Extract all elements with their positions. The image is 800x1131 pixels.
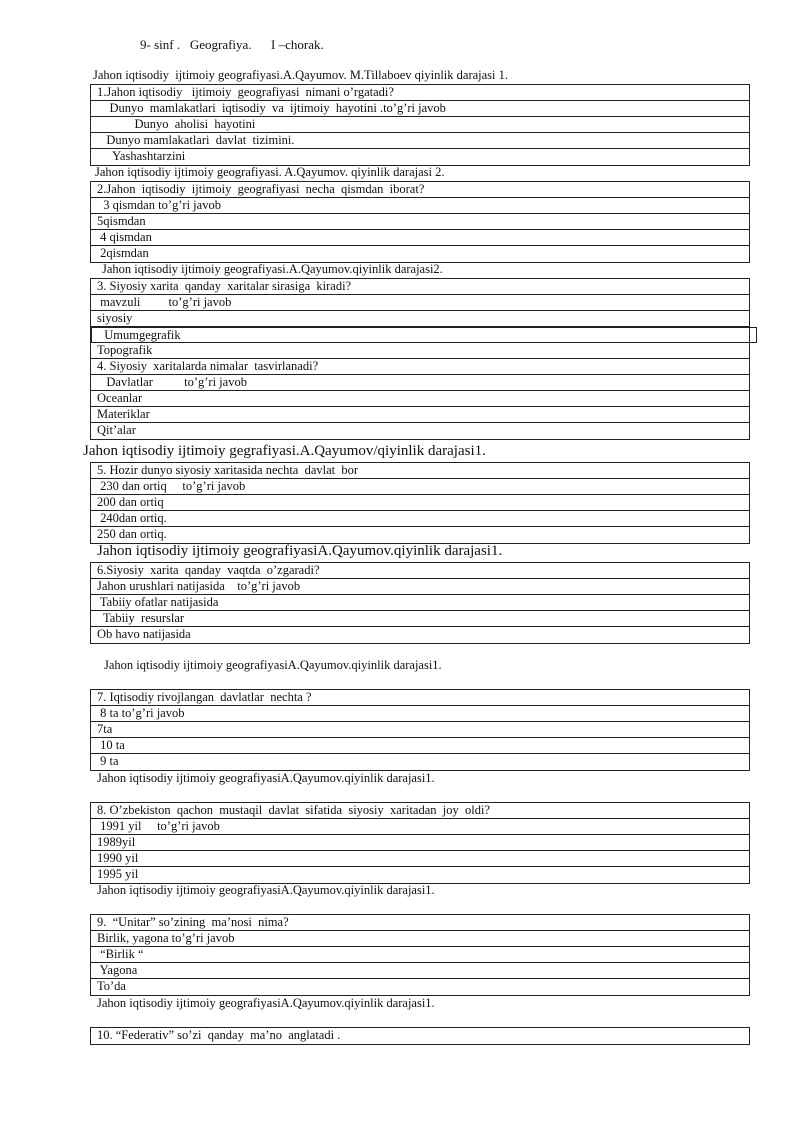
answer-row: 10 ta [91,738,749,754]
answer-row: Ob havo natijasida [97,627,191,641]
source-line: Jahon iqtisodiy ijtimoiy geografiyasi.A.Qayumov. M.Tillaboev qiyinlik darajasi 1. [93,68,509,82]
question-table [90,278,750,440]
answer-row: 230 dan ortiq to’g’ri javob [91,479,749,495]
question-row: 6.Siyosiy xarita qanday vaqtda o’zgaradi? [91,563,749,579]
answer-row: 240dan ortiq. [91,511,749,527]
answer-row: Tabiiy resurslar [91,611,749,627]
question-table [90,689,750,771]
answer-row: Jahon urushlari natijasida to’g’ri javob [91,579,749,595]
question-row: 10. “Federativ” so’zi qanday ma’no anglatadi . [97,1028,341,1042]
answer-row: 200 dan ortiq [91,495,749,511]
question-row: 5. Hozir dunyo siyosiy xaritasida nechta davlat bor [91,463,749,479]
source-line: Jahon iqtisodiy ijtimoiy gegrafiyasi.A.Qayumov/qiyinlik darajasi1. [83,443,486,459]
question-table [90,1027,750,1045]
question-table [90,802,750,884]
question-row: 8. O’zbekiston qachon mustaqil davlat sifatida siyosiy xaritadan joy oldi? [91,803,749,819]
answer-row: 4 qismdan [91,230,749,246]
answer-row: “Birlik “ [91,947,749,963]
question-row: 3. Siyosiy xarita qanday xaritalar sirasiga kiradi? [91,279,749,295]
answer-row: siyosiy [91,311,749,327]
answer-row: Oceanlar [91,391,749,407]
source-line: Jahon iqtisodiy ijtimoiy geografiyasiA.Qayumov.qiyinlik darajasi1. [97,543,503,559]
answer-row: 5qismdan [91,214,749,230]
answer-row: Umumgegrafik [91,327,757,343]
answer-row: 1990 yil [91,851,749,867]
source-line: Jahon iqtisodiy ijtimoiy geografiyasi. A.Qayumov. qiyinlik darajasi 2. [95,165,445,179]
question-row: 7. Iqtisodiy rivojlangan davlatlar nechta ? [91,690,749,706]
question-row: 1.Jahon iqtisodiy ijtimoiy geografiyasi nimani o’rgatadi? [91,85,749,101]
source-line: Jahon iqtisodiy ijtimoiy geografiyasiA.Qayumov.qiyinlik darajasi1. [97,771,435,785]
answer-row: To’da [97,979,126,993]
answer-row: 2qismdan [97,246,149,260]
answer-row: 9 ta [97,754,119,768]
answer-row: Dunyo mamlakatlari iqtisodiy va ijtimoiy hayotini .to’g’ri javob [91,101,749,117]
source-line: Jahon iqtisodiy ijtimoiy geografiyasi.A.Qayumov.qiyinlik darajasi2. [102,262,443,276]
answer-row: mavzuli to’g’ri javob [91,295,749,311]
source-line: Jahon iqtisodiy ijtimoiy geografiyasiA.Qayumov.qiyinlik darajasi1. [97,996,435,1010]
answer-row: 8 ta to’g’ri javob [91,706,749,722]
question-table [90,181,750,263]
answer-row: Birlik, yagona to’g’ri javob [91,931,749,947]
answer-row: Qit’alar [97,423,136,437]
answer-row: 1995 yil [97,867,139,881]
answer-row: Materiklar [91,407,749,423]
answer-row: Tabiiy ofatlar natijasida [91,595,749,611]
source-line: Jahon iqtisodiy ijtimoiy geografiyasiA.Qayumov.qiyinlik darajasi1. [104,658,442,672]
answer-row: Yagona [91,963,749,979]
answer-row: 7ta [91,722,749,738]
answer-row: Topografik [91,343,749,359]
question-row: 2.Jahon iqtisodiy ijtimoiy geografiyasi necha qismdan iborat? [91,182,749,198]
answer-row: Dunyo aholisi hayotini [91,117,749,133]
question-table [90,562,750,644]
question-row: 9. “Unitar” so’zining ma’nosi nima? [91,915,749,931]
question-table [90,462,750,544]
answer-row: Dunyo mamlakatlari davlat tizimini. [91,133,749,149]
page-title: 9- sinf . Geografiya. I –chorak. [140,37,324,52]
question-row: 4. Siyosiy xaritalarda nimalar tasvirlanadi? [91,359,749,375]
source-line: Jahon iqtisodiy ijtimoiy geografiyasiA.Qayumov.qiyinlik darajasi1. [97,883,435,897]
answer-row: 250 dan ortiq. [97,527,167,541]
answer-row: 1989yil [91,835,749,851]
answer-row: 1991 yil to’g’ri javob [91,819,749,835]
question-table [90,914,750,996]
question-table [90,84,750,166]
answer-row: Yashashtarzini [97,149,186,163]
answer-row: 3 qismdan to’g’ri javob [91,198,749,214]
answer-row: Davlatlar to’g’ri javob [91,375,749,391]
